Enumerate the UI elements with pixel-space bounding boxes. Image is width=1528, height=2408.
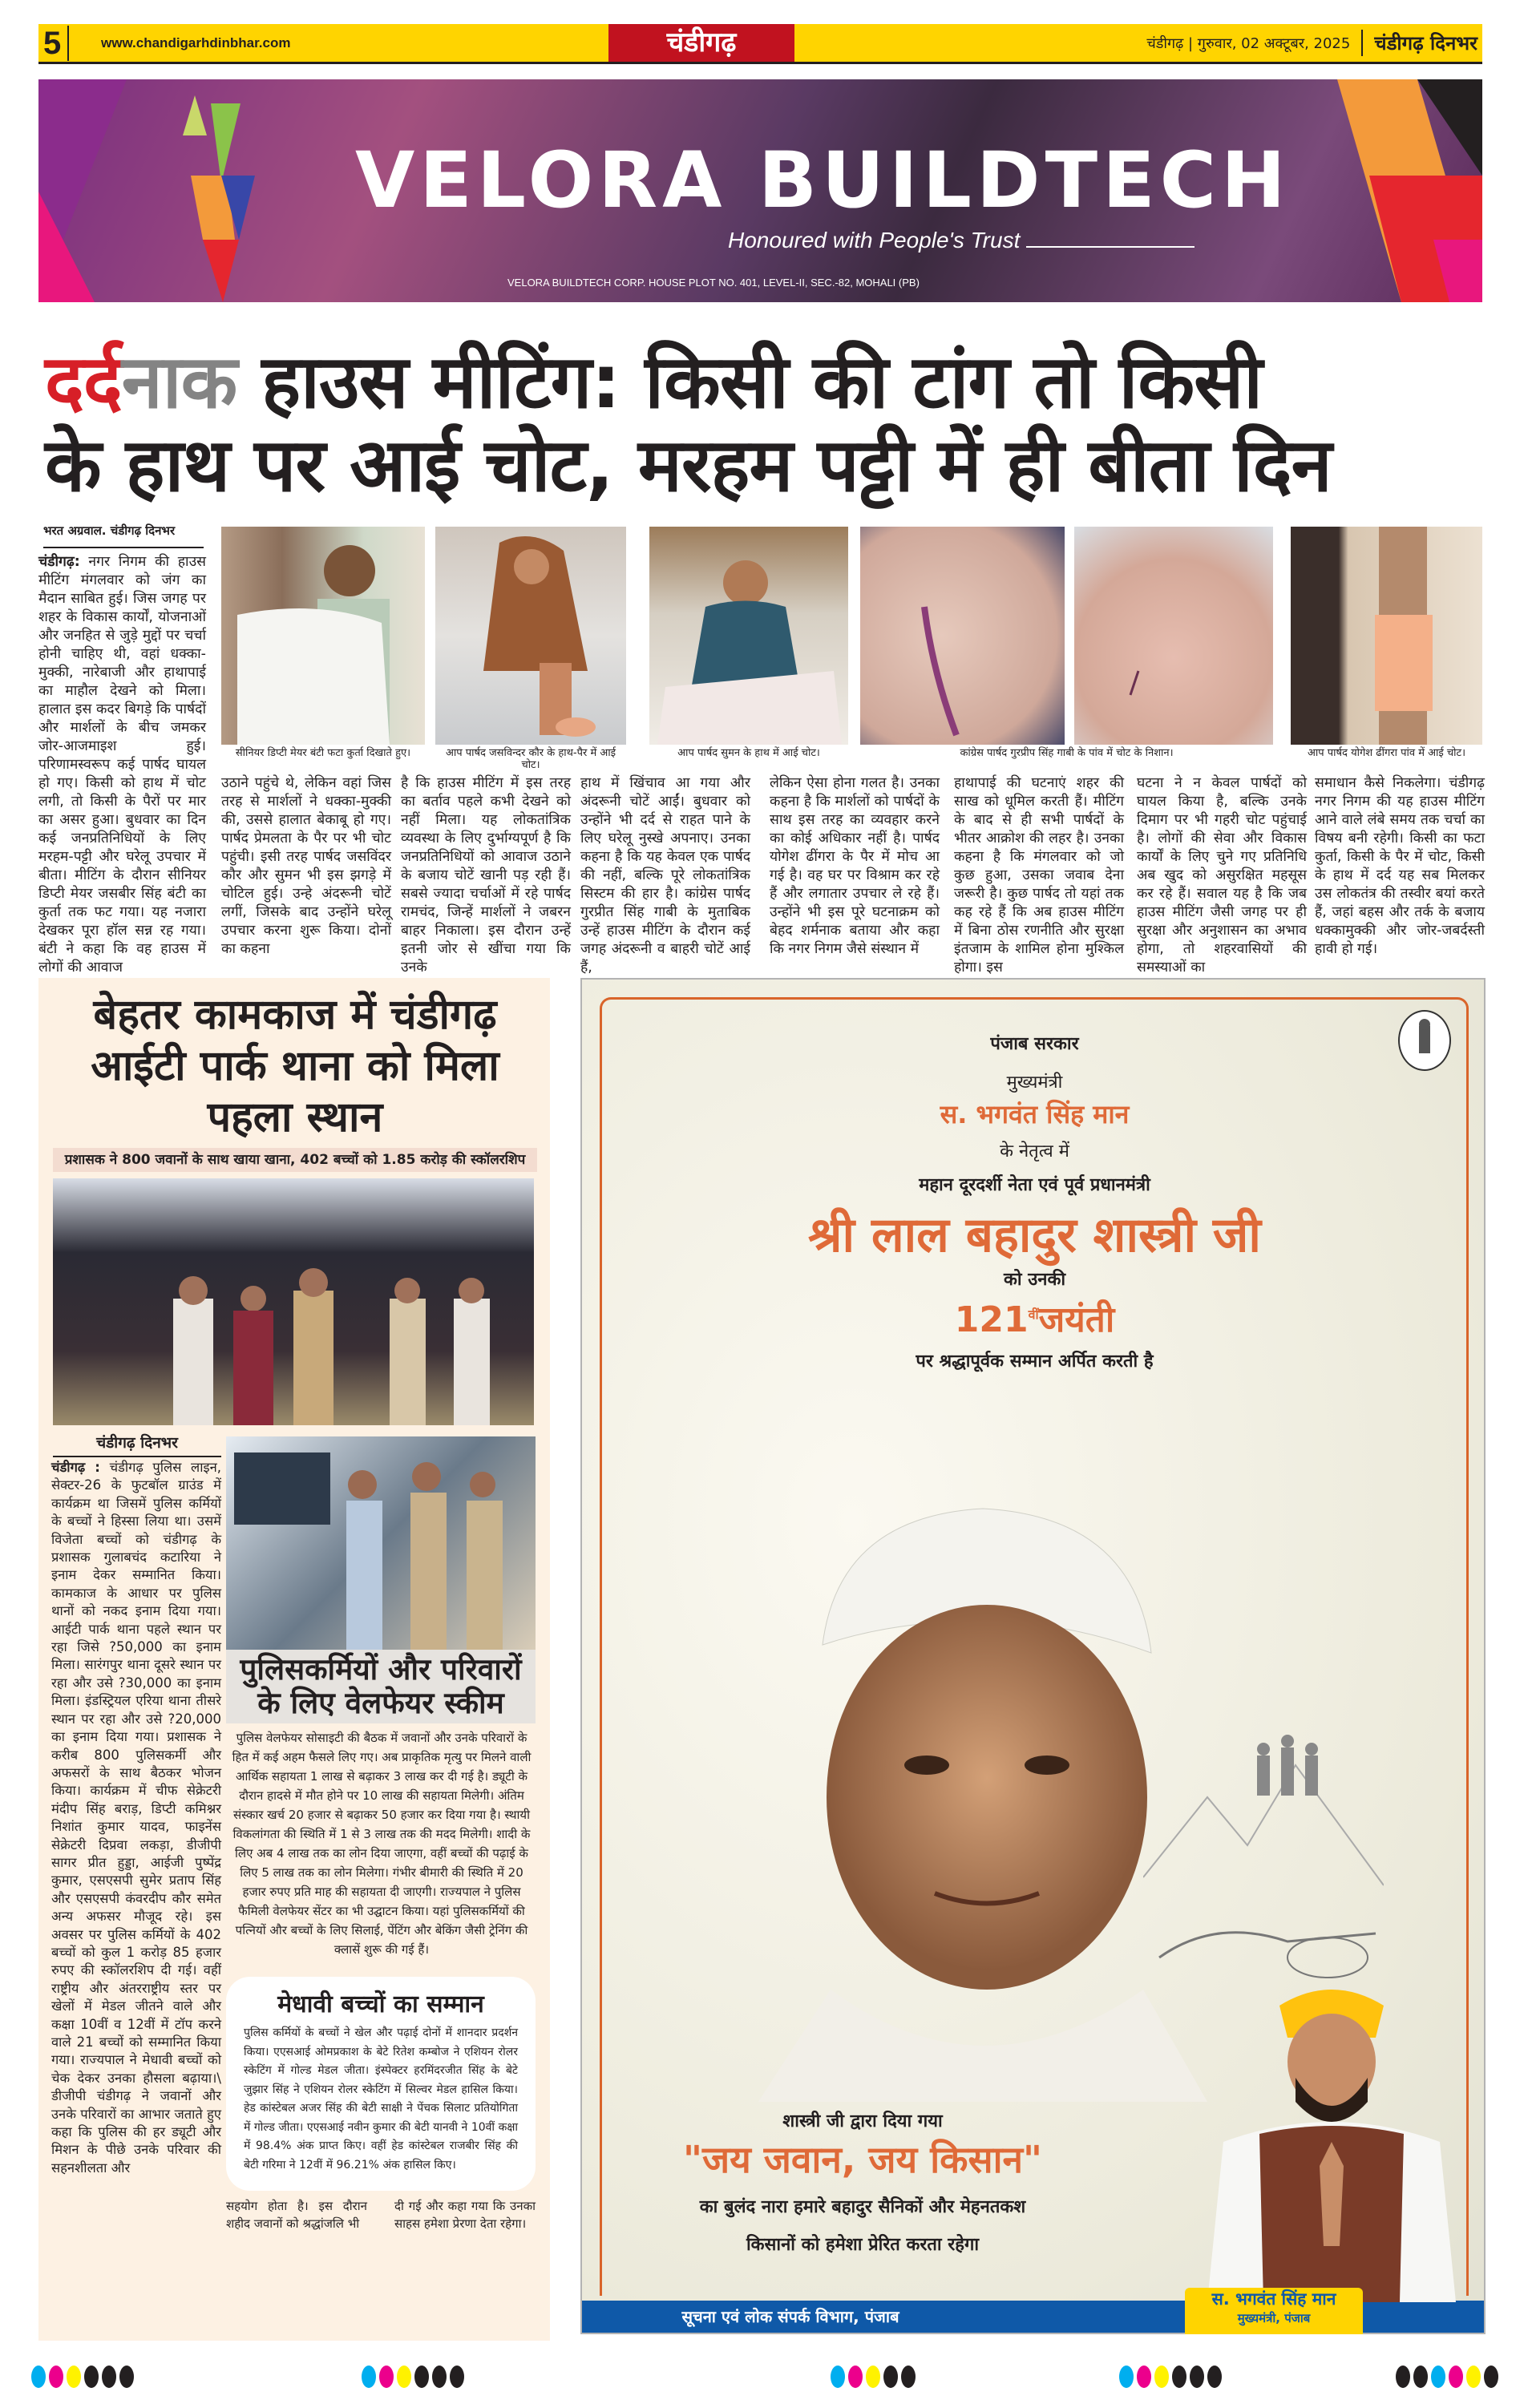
- registration-dot: [119, 2366, 134, 2388]
- registration-dot: [1396, 2366, 1410, 2388]
- dateline: चंडीगढ़ | गुरुवार, 02 अक्टूबर, 2025: [1146, 34, 1351, 52]
- police-story-subhead: प्रशासक ने 800 जवानों के साथ खाया खाना, 402 बच्चों को 1.85 करोड़ की स्कॉलरशिप: [53, 1148, 537, 1172]
- story-dateline: चंडीगढ़ :: [51, 1460, 100, 1475]
- headline-line1: हाउस मीटिंग: किसी की टांग तो किसी: [236, 339, 1263, 425]
- anniv-number: 121: [954, 1299, 1029, 1340]
- ad-anniversary: [582, 1294, 1487, 1342]
- masthead-bar: [38, 24, 1482, 64]
- registration-dot: [1484, 2366, 1498, 2388]
- photo-suman: [649, 527, 848, 745]
- ad-line: को उनकी: [1003, 1270, 1066, 1290]
- registration-dot: [67, 2366, 81, 2388]
- police-story-box: [38, 978, 550, 2341]
- registration-dot: [362, 2366, 376, 2388]
- cm-name: स. भगवंत सिंह मान: [1211, 2289, 1336, 2309]
- registration-dot: [102, 2366, 116, 2388]
- lead-dateline: चंडीगढ़:: [38, 554, 80, 570]
- photo-caption: आप पार्षद जसविन्दर कौर के हाथ-पैर में आई चोट।: [445, 747, 616, 771]
- anniv-word: जयंती: [1038, 1299, 1115, 1340]
- registration-dot: [49, 2366, 63, 2388]
- section-label: चंडीगढ़: [608, 24, 794, 62]
- lead-column: [38, 553, 206, 977]
- story-body: चंडीगढ़ पुलिस लाइन, सेक्टर-26 के फुटबॉल ग्राउंड में कार्यक्रम था जिसमें पुलिस कर्मियों के बच्चों ने हिस्सा लिया था। उसमें विजेता बच्चों को चंडीगढ़ के प्रशासक गुलाबचंद कटारिया ने इनाम देकर सम्मानित किया। कामकाज के आधार पर पुलिस थानों को नकद इनाम दिया गया। आईटी पार्क थाना पहले स्थान पर रहा जिसे ?50,000 का इनाम मिला। सारंगपुर थाना दूसरे स्थान पर रहा और उसे ?30,000 का इनाम मिला। इंडस्ट्रियल एरिया थाना तीसरे स्थान पर रहा और उसे ?20,000 का इनाम दिया गया। प्रशासक ने करीब 800 पुलिसकर्मी और अफसरों के साथ बैठकर भोजन किया। कार्यक्रम में चीफ सेक्रेटरी मंदीप सिंह बराड़, डिप्टी कमिश्नर निशांत कुमार यादव, फाइनेंस सेक्रेटरी दिप्रवा लकड़ा, डीजीपी सागर प्रीत हुड्डा, आईजी पुष्पेंद्र कुमार, एसएसपी सुमेर प्रताप सिंह और एसएसपी कंवरदीप कौर समेत अन्य अफसर मौजूद रहे। इस अवसर पर पुलिस कर्मियों के 402 बच्चों को कुल 1 करोड़ 85 हजार रुपए की स्कॉलरशिप दी गई। वहीं राष्ट्रीय और अंतरराष्ट्रीय स्तर पर खेलों में मेडल जीतने वाले और कक्षा 10वीं व 12वीं में टॉप करने वाले 21 बच्चों को सम्मानित किया गया। राज्यपाल ने मेधावी बच्चों को चेक देकर उनका हौसला बढ़ाया।\ डीजीपी चंडीगढ़ ने जवानों और उनके परिवारों का आभार जताते हुए कहा कि पुलिस की हर ड्यूटी और मिशन के पीछे उनके परिवार की सहनशीलता और: [51, 1460, 221, 2176]
- brand-name: VELORA BUILDTECH: [355, 135, 1291, 225]
- ad-department: सूचना एवं लोक संपर्क विभाग, पंजाब: [681, 2307, 899, 2326]
- photo-caption: आप पार्षद सुमन के हाथ में आई चोट।: [677, 747, 820, 759]
- welfare-headline: पुलिसकर्मियों और परिवारों के लिए वेलफेयर स्कीम: [226, 1650, 536, 1723]
- cm-label: [1185, 2288, 1363, 2334]
- punjab-govt-ad: [580, 978, 1486, 2334]
- meritorious-text: पुलिस कर्मियों के बच्चों ने खेल और पढ़ाई दोनों में शानदार प्रदर्शन किया। एएसआई ओमप्रकाश के बेटे रितेश कम्बोज ने एशियन रोलर स्केटिंग में गोल्ड मेडल जीता। इंस्पेक्टर हरमिंदरजीत सिंह के बेटे जुझार सिंह ने एशियन रोलर स्केटिंग में सिल्वर मेडल हासिल किया। हेड कांस्टेबल अजर सिंह की बेटी साक्षी ने पेंचक सिलाट प्रतियोगिता में गोल्ड जीता। एएसआई नवीन कुमार की बेटी यानवी ने 10वीं कक्षा में 98.4% अंक प्राप्त किए। वहीं हेड कांस्टेबल राजबीर सिंह की बेटी गरिमा ने 12वीं में 96.21% अंक हासिल किए।: [244, 2026, 518, 2172]
- registration-dot: [1137, 2366, 1151, 2388]
- website-link[interactable]: www.chandigarhdinbhar.com: [101, 35, 291, 51]
- ad-slogan: "जय जवान, जय किसान": [682, 2138, 1042, 2181]
- photo-deputy-mayor-kurta: [221, 527, 425, 745]
- byline: भरत अग्रवाल. चंडीगढ़ दिनभर: [43, 523, 204, 548]
- photo-caption: कांग्रेस पार्षद गुरप्रीप सिंह गाबी के पांव में चोट के निशान।: [960, 747, 1174, 759]
- registration-dot: [1449, 2366, 1463, 2388]
- registration-dot: [31, 2366, 46, 2388]
- registration-dot: [84, 2366, 99, 2388]
- article-column: समाधान कैसे निकलेगा। चंडीगढ़ नगर निगम की यह हाउस मीटिंग आने वाले लंबे समय तक चर्चा का विषय बनी रहेगी। किसी का फटा कुर्ता, किसी के पैर में चोट, किसी के हाथ में दर्द यह सब मिलकर उस लोकतंत्र की तस्वीर बयां करते हैं, जहां बहस और तर्क के बजाय धक्कामुक्की और जोर-जबर्दस्ती हावी हो गई।: [1315, 775, 1485, 957]
- article-column: लेकिन ऐसा होना गलत है। उनका कहना है कि मार्शलों को पार्षदों के साथ इस तरह का व्यवहार करने का कोई अधिकार नहीं है। पार्षद योगेश ढींगरा के पैर में मोच आ गई है। वह घर पर विश्राम कर रहे हैं और लगातार उपचार ले रहे हैं। उन्होंने भी इस पूरे घटनाक्रम को बेहद शर्मनाक बताया और कहा कि नगर निगम जैसे संस्थान में: [770, 775, 940, 957]
- headline-red-part: दर्द: [45, 339, 122, 425]
- ad-cm-name: स. भगवंत सिंह मान: [940, 1099, 1130, 1129]
- main-headline: [45, 341, 1488, 507]
- ad-shastri-name: श्री लाल बहादुर शास्त्री जी: [808, 1207, 1261, 1263]
- brand-address: VELORA BUILDTECH CORP. HOUSE PLOT NO. 401, LEVEL-II, SEC.-82, MOHALI (PB): [507, 277, 920, 289]
- registration-dot: [414, 2366, 429, 2388]
- soldiers-farmer-sketch: [1143, 1717, 1384, 2006]
- article-column: उठाने पहुंचे थे, लेकिन वहां जिस तरह से मार्शलों ने धक्का-मुक्की की, उससे हालात बेकाबू हो गए। पार्षद प्रेमलता के पैर पर भी चोट पहुंची। इसी तरह पार्षद जसविंदर कौर और सुमन भी इस झगड़े में चोटिल हुई। उन्हे अंदरूनी चोटें लगीं, जिसके बाद उन्होंने घरेलू उपचार करना शुरू किया। दोनों का कहना: [221, 775, 391, 957]
- police-story-headline: बेहतर कामकाज में चंडीगढ़ आईटी पार्क थाना को मिला पहला स्थान: [91, 991, 499, 1141]
- police-story-text: [51, 1459, 221, 2177]
- registration-dot: [1190, 2366, 1204, 2388]
- article-column: हाथापाई की घटनाएं शहर की साख को धूमिल करती हैं। मीटिंग के बाद से ही सभी पार्षदों के भीतर आक्रोश की लहर है। उनका कहना है कि मंगलवार को जो कुछ हुआ, उसका जवाब देना जरूरी है। कुछ पार्षद तो यहां तक कह रहे हैं कि अब हाउस मीटिंग में बिना ठोस रणनीति और सुरक्षा इंतजाम के शामिल होना मुश्किल होगा। इस: [954, 775, 1124, 976]
- registration-dot: [831, 2366, 845, 2388]
- registration-dot: [397, 2366, 411, 2388]
- article-column: घटना ने न केवल पार्षदों को घायल किया है, बल्कि उनके दिमाग पर भी गहरी चोट पहुंचाई है। लोगों की सेवा और विकास कार्यों के लिए चुने गए प्रतिनिधि अब खुद को असुरक्षित महसूस कर रहे हैं। सवाल यह है कि जब हाउस मीटिंग जैसी जगह पर ही सुरक्षा और अनुशासन का अभाव होगा, तो शहरवासियों की समस्याओं का: [1137, 775, 1307, 976]
- photo-gabi-leg-2: [1074, 527, 1273, 745]
- anniv-suffix: वीं: [1028, 1307, 1039, 1323]
- story-tail: सहयोग होता है। इस दौरान शहीद जवानों को श्रद्धांजलि भी: [226, 2199, 367, 2231]
- page-number: 5: [43, 26, 69, 61]
- paper-name: चंडीगढ़ दिनभर: [1361, 30, 1477, 56]
- welfare-text: पुलिस वेलफेयर सोसाइटी की बैठक में जवानों और उनके परिवारों के हित में कई अहम फैसले लिए गए। अब प्राकृतिक मृत्यु पर मिलने वाली आर्थिक सहायता 1 लाख से बढ़ाकर 3 लाख कर दी गई है। ड्यूटी के दौरान हादसे में मौत होने पर 10 लाख की सहायता मिलेगी। अंतिम संस्कार खर्च 20 हजार से बढ़ाकर 50 हजार कर दिया गया है। स्थायी विकलांगता की स्थिति में 1 से 3 लाख तक की मदद मिलेगी। शादी के लिए अब 4 लाख तक का लोन दिया जाएगा, वहीं बच्चों की पढ़ाई के लिए 5 लाख तक का लोन मिलेगा। गंभीर बीमारी की स्थिति में 20 हजार रुपए प्रति माह की सहायता दी जाएगी। राज्यपाल ने पुलिस फैमिली वेलफेयर सेंटर का भी उद्घाटन किया। यहां पुलिसकर्मियों की पत्नियों और बच्चों के लिए सिलाई, पेंटिंग और बेकिंग जैसी ट्रेनिंग की क्लासें शुरू की गई हैं।: [232, 1731, 532, 1957]
- registration-dot: [848, 2366, 863, 2388]
- print-registration-marks: [0, 2365, 1528, 2389]
- photo-caption: सीनियर डिप्टी मेयर बंटी फटा कुर्ता दिखाते हुए।: [235, 747, 411, 759]
- registration-dot: [1154, 2366, 1169, 2388]
- headline-gray-part: नाक: [121, 339, 237, 425]
- photo-yogesh-dhingra: [1291, 527, 1482, 745]
- story-tails: [226, 2197, 536, 2232]
- masthead-right: [1146, 24, 1477, 62]
- ad-slogan-line: किसानों को हमेशा प्रेरित करता रहेगा: [746, 2235, 980, 2255]
- velora-banner-ad: [38, 79, 1482, 302]
- photo-jasvinder-kaur: [435, 527, 626, 745]
- photo-gabi-leg-1: [860, 527, 1065, 745]
- police-story-lower: [226, 1650, 536, 2232]
- ad-line: पंजाब सरकार: [990, 1034, 1079, 1054]
- story-tail: दी गई और कहा गया कि उनका साहस हमेशा प्रेरणा देता रहेगा।: [394, 2199, 536, 2231]
- ad-line: के नेतृत्व में: [1000, 1141, 1069, 1162]
- cm-photo: [1175, 1982, 1488, 2302]
- registration-dot: [883, 2366, 898, 2388]
- registration-dot: [1172, 2366, 1186, 2388]
- photo-children-event: [226, 1436, 536, 1650]
- photo-caption: आप पार्षद योगेश ढींगरा पांव में आई चोट।: [1307, 747, 1466, 759]
- article-column: हाथ में खिंचाव आ गया और अंदरूनी चोटें आईं। बुधवार को उन्होंने भी दर्द से राहत पाने के लिए घरेलू नुस्खे अपनाए। उनका कहना है कि यह केवल एक पार्षद की नहीं, बल्कि पूरे लोकतांत्रिक सिस्टम की हार है। कांग्रेस पार्षद गुरप्रीत सिंह गाबी के मुताबिक उन्हें हाउस मीटिंग के दौरान कई जगह अंदरूनी व बाहरी चोटें आई हैं,: [580, 775, 750, 976]
- ad-slogan-line: का बुलंद नारा हमारे बहादुर सैनिकों और मेहनतकश: [699, 2197, 1026, 2217]
- photo-administrator-event: [53, 1178, 534, 1425]
- meritorious-box: [226, 1977, 536, 2191]
- police-story-top: [53, 989, 537, 1425]
- registration-dot: [1431, 2366, 1445, 2388]
- story-credit: चंडीगढ़ दिनभर: [53, 1432, 221, 1457]
- headline-line2: के हाथ पर आई चोट, मरहम पट्टी में ही बीता दिन: [45, 422, 1332, 508]
- ad-line: मुख्यमंत्री: [1006, 1073, 1063, 1093]
- registration-dot: [450, 2366, 464, 2388]
- registration-dot: [1119, 2366, 1134, 2388]
- lead-text: नगर निगम की हाउस मीटिंग मंगलवार को जंग का मैदान साबित हुई। जिस जगह पर शहर के विकास कार्यों, योजनाओं और जनहित से जुड़े मुद्दों पर चर्चा होनी चाहिए थी, वहां धक्का-मुक्की, नारेबाजी और हाथापाई का माहौल देखने को मिला। हालात इस कदर बिगड़े कि पार्षदों और मार्शलों के बीच जमकर जोर-आजमाइश हुई। परिणामस्वरूप कई पार्षद घायल हो गए। किसी को हाथ में चोट लगी, तो किसी के पैरों पर मार का असर हुआ। बुधवार का दिन कई जनप्रतिनिधियों के लिए मरहम-पट्टी और घरेलू उपचार में बीता। मीटिंग के दौरान सीनियर डिप्टी मेयर जसबीर सिंह बंटी का कुर्ता तक फट गया। यह नजारा देखकर पूरा हॉल सन्न रह गया। बंटी ने कहा कि वह हाउस में लोगों की आवाज: [38, 554, 206, 976]
- registration-dot: [866, 2366, 880, 2388]
- article-column: है कि हाउस मीटिंग में इस तरह का बर्ताव पहले कभी देखने को नहीं मिला। यह लोकतांत्रिक व्यवस्था के लिए दुर्भाग्यपूर्ण है कि जनप्रतिनिधियों को आवाज उठाने के बजाय चोटें खानी पड़ रही हैं। सबसे ज्यादा चर्चाओं में रहे पार्षद रामचंद, जिन्हें मार्शलों ने जबरन बाहर निकाला। इस दौरान उन्हें इतनी जोर से खींचा गया कि उनके: [401, 775, 571, 976]
- registration-dot: [379, 2366, 394, 2388]
- registration-dot: [1413, 2366, 1428, 2388]
- ad-line: महान दूरदर्शी नेता एवं पूर्व प्रधानमंत्री: [919, 1175, 1150, 1195]
- ad-slogan-intro: शास्त्री जी द्वारा दिया गया: [782, 2111, 943, 2131]
- meritorious-headline: मेधावी बच्चों का सम्मान: [277, 1990, 484, 2018]
- ad-line: पर श्रद्धापूर्वक सम्मान अर्पित करती है: [916, 1351, 1154, 1372]
- cm-title: मुख्यमंत्री, पंजाब: [1237, 2311, 1311, 2325]
- registration-dot: [901, 2366, 916, 2388]
- registration-dot: [1466, 2366, 1481, 2388]
- registration-dot: [1207, 2366, 1222, 2388]
- registration-dot: [432, 2366, 447, 2388]
- brand-tagline: Honoured with People's Trust: [728, 228, 1195, 253]
